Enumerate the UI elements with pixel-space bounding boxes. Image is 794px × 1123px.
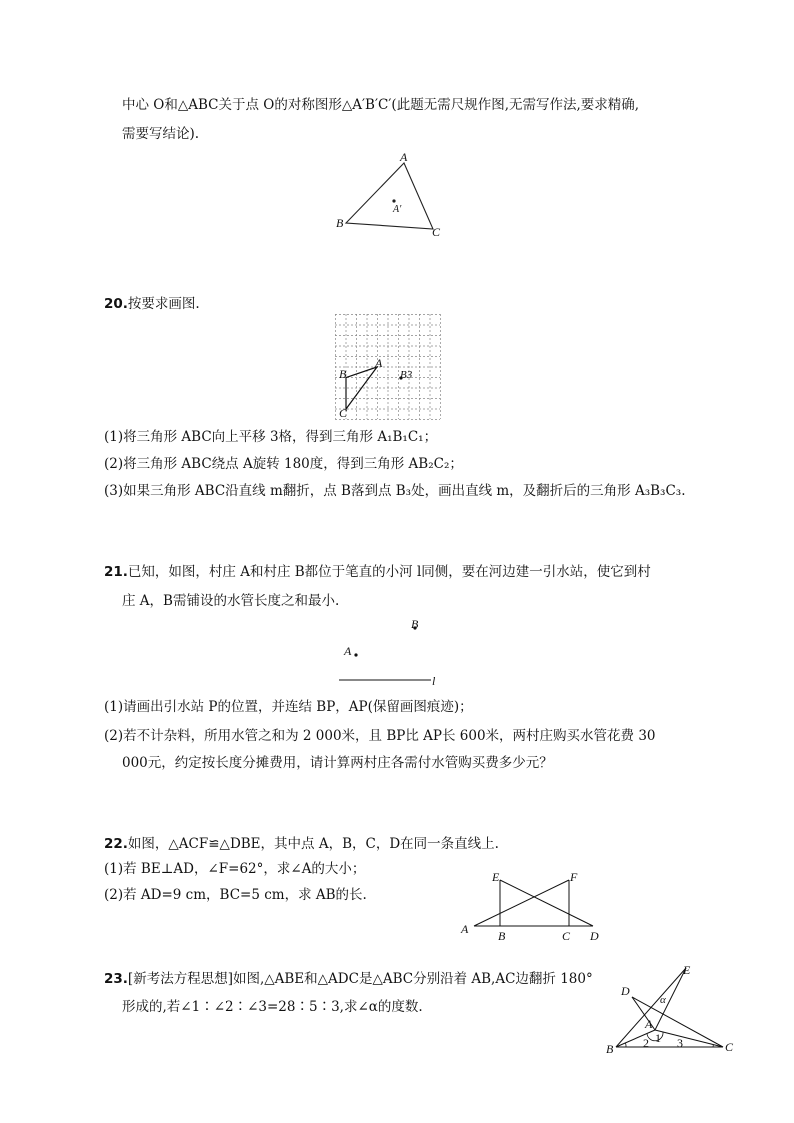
q20-label-a: A bbox=[375, 356, 383, 370]
q20-grid-figure bbox=[335, 314, 443, 422]
q23-label-b: B bbox=[606, 1042, 614, 1056]
q22-label-d: D bbox=[590, 929, 599, 943]
q23-label-e: E bbox=[683, 963, 691, 977]
q23-label-3: 3 bbox=[677, 1036, 683, 1050]
q21-item-2: (2)若不计杂料，所用水管之和为 2 000米，且 BP比 AP长 600米，两村庄购买水管花费 30 bbox=[104, 728, 656, 744]
q21-item-1: (1)请画出引水站 P的位置，并连结 BP，AP(保留画图痕迹)； bbox=[104, 699, 473, 715]
q20-title: 按要求画图. bbox=[127, 296, 200, 312]
q20-item-3: (3)如果三角形 ABC沿直线 m翻折，点 B落到点 B₃处，画出直线 m，及翻折后的三角形 A₃B₃C₃. bbox=[104, 483, 686, 499]
q22-label-a: A bbox=[461, 922, 469, 936]
q21-river-figure bbox=[335, 615, 445, 690]
q22-label-e: E bbox=[492, 870, 500, 884]
q21-number: 21. bbox=[104, 564, 128, 580]
q19-line1: 中心 O和△ABC关于点 O的对称图形△A′B′C′(此题无需尺规作图,无需写作法,要求精确, bbox=[122, 97, 640, 113]
q20-item-1: (1)将三角形 ABC向上平移 3格，得到三角形 A₁B₁C₁； bbox=[104, 429, 438, 445]
q22-item-2: (2)若 AD=9 cm，BC=5 cm，求 AB的长. bbox=[104, 887, 367, 903]
q19-label-c: C bbox=[432, 225, 441, 239]
q23-line2: 形成的,若∠1∶∠2∶∠3=28∶5∶3,求∠α的度数. bbox=[122, 999, 423, 1015]
q21-heading bbox=[104, 563, 651, 581]
q22-heading bbox=[104, 835, 499, 853]
q19-line2: 需要写结论). bbox=[122, 126, 200, 142]
q21-line1: 已知，如图，村庄 A和村庄 B都位于笔直的小河 l同侧，要在河边建一引水站，使它到村 bbox=[127, 564, 651, 580]
q20-number: 20. bbox=[104, 296, 128, 312]
q23-label-alpha: α bbox=[660, 994, 666, 1006]
q21-item-3: 000元，约定按长度分摊费用，请计算两村庄各需付水管购买费多少元？ bbox=[122, 755, 553, 771]
q19-label-a: A bbox=[400, 150, 408, 164]
q23-label-a: A bbox=[645, 1017, 653, 1031]
q21-label-b: B bbox=[411, 617, 419, 631]
q20-label-b: B bbox=[339, 367, 347, 381]
q22-item-1: (1)若 BE⊥AD，∠F=62°，求∠A的大小； bbox=[104, 861, 366, 877]
q20-item-2: (2)将三角形 ABC绕点 A旋转 180度，得到三角形 AB₂C₂； bbox=[104, 456, 463, 472]
q22-number: 22. bbox=[104, 836, 128, 852]
q22-label-f: F bbox=[570, 870, 578, 884]
q23-line1: [新考法方程思想]如图,△ABE和△ADC是△ABC分别沿着 AB,AC边翻折 180° bbox=[127, 971, 593, 987]
q23-heading bbox=[104, 970, 593, 988]
q19-label-a-prime: A′ bbox=[393, 204, 402, 215]
q20-label-b3: B3 bbox=[400, 369, 413, 381]
q22-title: 如图，△ACF≌△DBE，其中点 A，B，C，D在同一条直线上. bbox=[127, 836, 499, 852]
q22-label-b: B bbox=[498, 929, 506, 943]
q20-heading bbox=[104, 295, 200, 313]
q22-label-c: C bbox=[562, 929, 571, 943]
q23-label-1: 1 bbox=[655, 1031, 661, 1045]
q21-line2: 庄 A，B需铺设的水管长度之和最小. bbox=[122, 593, 340, 609]
q21-label-l: l bbox=[432, 674, 436, 688]
q21-label-a: A bbox=[344, 644, 352, 658]
q20-label-c: C bbox=[339, 406, 348, 420]
q23-label-d: D bbox=[621, 984, 630, 998]
q23-number: 23. bbox=[104, 971, 128, 987]
q23-label-2: 2 bbox=[643, 1036, 649, 1050]
q23-label-c: C bbox=[725, 1040, 734, 1054]
q22-figure bbox=[465, 870, 605, 940]
q19-label-b: B bbox=[336, 216, 344, 230]
